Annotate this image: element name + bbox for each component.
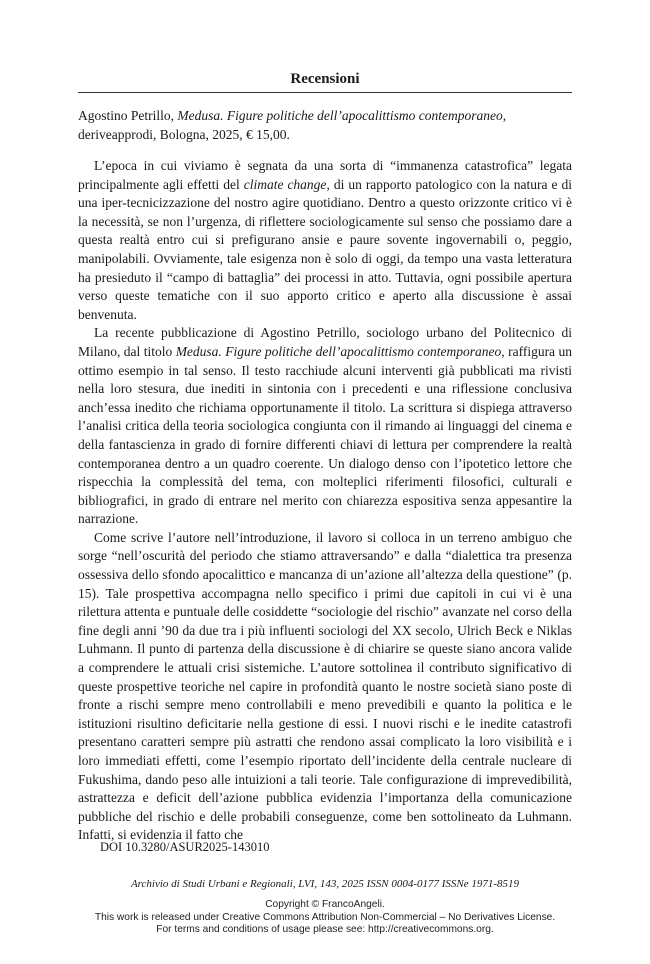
section-title: Recensioni: [290, 71, 360, 87]
text-run: Come scrive l’autore nell’introduzione, il lavoro si colloca in un terreno ambiguo che sorge “nell’oscurità del periodo che stiamo attraversando” e dalla “dialettica tra presenza ossessiva dello sfondo apocalittico e mancanza di un’azione all’altezza della questione” (p. 15). Tale prospettiva accompagna nello specifico i primi due capitoli in cui vi è una rilettura attenta e puntuale delle cosiddette “sociologie del rischio” avanzate nel corso della fine degli anni ’90 da due tra i più influenti sociologi del XX secolo, Ulrich Beck e Niklas Luhmann. Il punto di partenza della discussione è di chiarire se queste siano ancora valide a comprendere le attuali crisi sistemiche. L’autore sottolinea il contributo significativo di queste prospettive teoriche nel capire in profondità quanto le nostre società siano poste di fronte a rischi sempre meno controllabili e meno prevedibili e quanto la politica e le istituzioni risultino deficitarie nella gestione di essi. I nuovi rischi e le inedite catastrofi presentano caratteri sempre più astratti che rendono assai complicato la loro visibilità e i loro immediati effetti, come l’esempio riportato dell’incidente della centrale nucleare di Fukushima, dando peso alle intuizioni a tali teorie. Tale configurazione di imprevedibilità, astrattezza e deficit dell’azione pubblica evidenzia l’importanza della comunicazione pubbliche del rischio e delle probabili conseguenze, come ben sottolineato da Luhmann. Infatti, si evidenzia il fatto che: [78, 529, 572, 843]
text-run: , raffigura un ottimo esempio in tal senso. Il testo racchiude alcuni interventi già pubblicati ma rivisti nella loro stesura, due inediti in sintonia con i precedenti e una riflessione conclusiva anch’essa inedito che richiama opportunamente il titolo. La scrittura si dispiega attraverso l’analisi critica della teoria sociologica congiunta con il rimando ai linguaggi del cinema e della fantascienza in grado di fornire differenti chiavi di lettura per comprendere la realtà contemporanea dentro a un quadro coerente. Un dialogo denso con l’ipotetico lettore che rispecchia la complessità del tema, con molteplici riferimenti filosofici, culturali e bibliografici, in grado di entrare nel merito con chiarezza espositiva senza appesantire la narrazione.: [78, 343, 572, 527]
citation-author: Agostino Petrillo,: [78, 108, 178, 123]
copyright-line: Copyright © FrancoAngeli.: [265, 899, 385, 910]
text-run-italic: climate change: [243, 176, 327, 192]
text-run: L’epoca in cui viviamo è segnata da una sorta di “immanenza catastrofica” legata principalmente agli effetti del: [78, 158, 572, 192]
text-run-italic: Medusa. Figure politiche dell’apocalittismo contemporaneo: [175, 343, 502, 359]
citation-title: Medusa. Figure politiche dell’apocalittismo contemporaneo: [177, 108, 503, 123]
citation-publication: , deriveapprodi, Bologna, 2025, € 15,00.: [78, 108, 507, 142]
review-body: [78, 157, 572, 845]
journal-line: Archivio di Studi Urbani e Regionali, LVI, 143, 2025 ISSN 0004-0177 ISSNe 1971-8519: [130, 878, 520, 890]
license-terms-line: For terms and conditions of usage please see: http://creativecommons.org.: [156, 924, 494, 935]
header-rule: [78, 92, 572, 93]
doi: DOI 10.3280/ASUR2025-143010: [100, 840, 270, 854]
license-notice: [0, 899, 650, 937]
book-citation: [78, 107, 572, 144]
paragraph-2: [78, 324, 572, 529]
paragraph-3: [78, 529, 572, 845]
license-line: This work is released under Creative Commons Attribution Non-Commercial – No Derivatives License.: [94, 911, 556, 923]
paragraph-1: [78, 157, 572, 324]
text-run: , di un rapporto patologico con la natura e di una iper-tecnicizzazione del nostro agire quotidiano. Dentro a questo orizzonte critico vi è la necessità, se non l’urgenza, di riflettere sociologicamente sul senso che possiamo dare a questa realtà entro cui si prefigurano ansie e paure sovente ingovernabili o, peggio, manipolabili. Ovviamente, tale esigenza non è solo di oggi, da tempo una vasta letteratura ha presieduto il “campo di battaglia” dei processi in atto. Tuttavia, ogni possibile apertura verso queste tematiche con il suo apporto critico e aperto alla discussione è assai benvenuta.: [78, 176, 573, 322]
text-run: La recente pubblicazione di Agostino Petrillo, sociologo urbano del Politecnico di Milano, dal titolo: [78, 325, 572, 359]
